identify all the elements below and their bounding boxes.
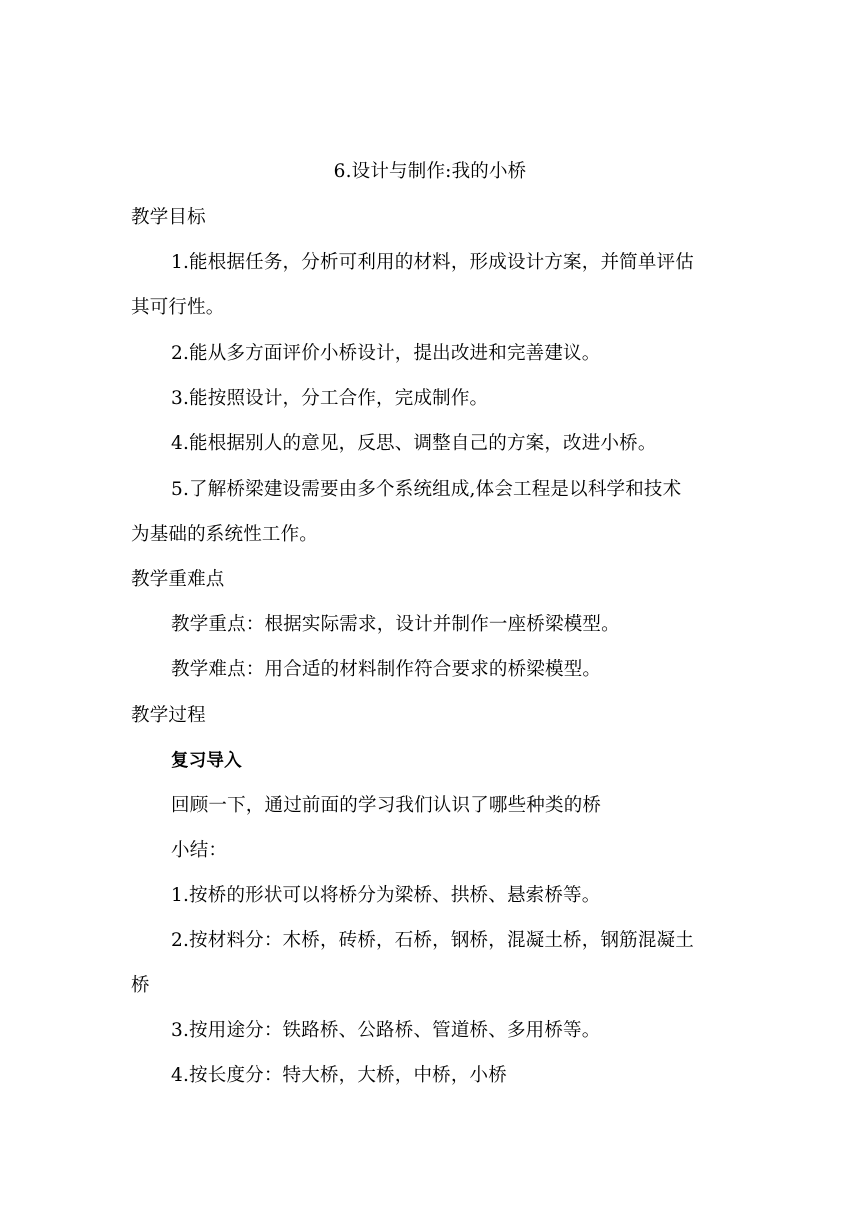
summary-item-4: 4.按长度分：特大桥，大桥，中桥，小桥 xyxy=(171,1065,507,1086)
review-heading: 复习导入 xyxy=(171,751,242,771)
objective-5-line-1: 5.了解桥梁建设需要由多个系统组成,体会工程是以科学和技术 xyxy=(171,479,682,500)
objective-2: 2.能从多方面评价小桥设计，提出改进和完善建议。 xyxy=(171,343,601,364)
summary-item-2-line-1: 2.按材料分：木桥，砖桥，石桥，钢桥，混凝土桥，钢筋混凝土 xyxy=(171,930,694,951)
process-heading: 教学过程 xyxy=(131,705,206,726)
summary-item-2-line-2: 桥 xyxy=(131,975,150,996)
objectives-heading: 教学目标 xyxy=(131,207,206,228)
summary-label: 小结： xyxy=(171,840,228,861)
key-point-difficulty: 教学难点：用合适的材料制作符合要求的桥梁模型。 xyxy=(171,659,602,680)
objective-3: 3.能按照设计，分工合作，完成制作。 xyxy=(171,388,489,409)
objective-1-line-2: 其可行性。 xyxy=(131,297,225,318)
key-points-heading: 教学重难点 xyxy=(131,569,225,590)
objective-5-line-2: 为基础的系统性工作。 xyxy=(131,524,319,545)
summary-item-1: 1.按桥的形状可以将桥分为梁桥、拱桥、悬索桥等。 xyxy=(171,885,601,906)
key-point-focus: 教学重点：根据实际需求，设计并制作一座桥梁模型。 xyxy=(171,614,620,635)
objective-1-line-1: 1.能根据任务，分析可利用的材料，形成设计方案，并简单评估 xyxy=(171,252,694,273)
objective-4: 4.能根据别人的意见，反思、调整自己的方案，改进小桥。 xyxy=(171,433,657,454)
page-title: 6.设计与制作:我的小桥 xyxy=(333,161,527,182)
summary-item-3: 3.按用途分：铁路桥、公路桥、管道桥、多用桥等。 xyxy=(171,1020,601,1041)
review-question: 回顾一下，通过前面的学习我们认识了哪些种类的桥 xyxy=(171,795,602,816)
